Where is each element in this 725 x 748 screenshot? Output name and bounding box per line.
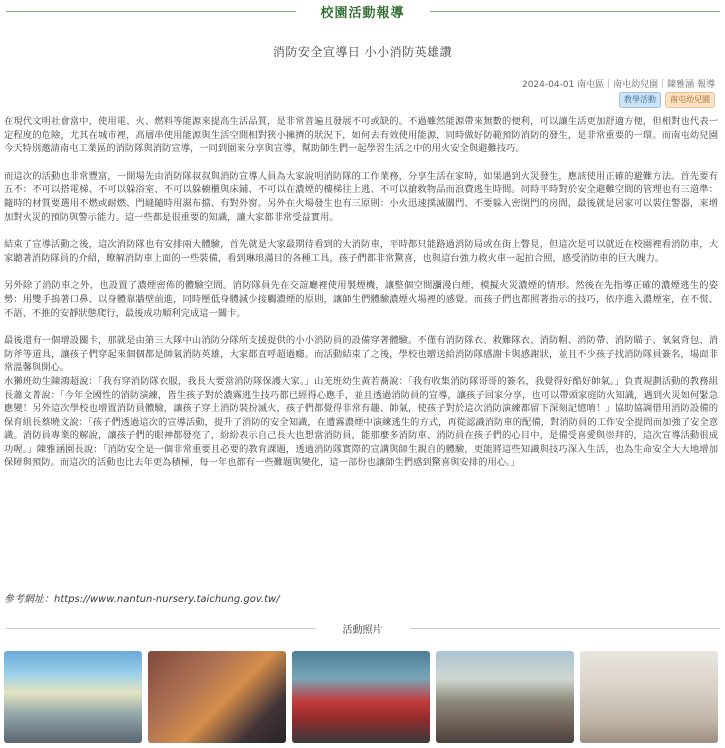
tag-badge[interactable]: 南屯幼兒園 bbox=[665, 92, 715, 108]
tag-badge[interactable]: 教學活動 bbox=[619, 92, 661, 108]
article-meta: 2024-04-01 南屯區｜南屯幼兒園｜陳雅涵 報導 bbox=[521, 80, 715, 90]
tag-list bbox=[619, 92, 715, 108]
photo-gallery bbox=[4, 651, 718, 743]
photos-header bbox=[0, 620, 725, 638]
article-paragraph: 而這次的活動也非常豐富，一開場先由消防隊叔叔與消防宣導人員為大家說明消防隊的工作業務，分享生活在家時，如果遇到火災發生，應該使用正確的避難方法。首先要有五不：不可以搭電梯、不可以躲浴室、不可以躲櫥櫃與床鋪、不可以在濃煙的樓梯往上逃、不可以搶救物品而浪費逃生時間。同時平時對於安全避難空間的管理也有三道準：隨時的材質要選用不燃或耐燃、門縫隨時用濕布擋、有對外窗。另外在火場發生也有三原則：小火迅速撲滅關門、不要躲入密閉門的房間，最後就是居家可以裝住警器，來增加對火災的預防與警示能力。這一些都是很重要的知識，讓大家都非常受益實用。 bbox=[4, 170, 718, 223]
gallery-photo[interactable] bbox=[292, 651, 430, 743]
reference-label: 參考網址： bbox=[4, 594, 54, 605]
gallery-photo[interactable] bbox=[436, 651, 574, 743]
reference bbox=[4, 590, 280, 605]
article-title: 消防安全宣導日 小小消防英雄讚 bbox=[272, 45, 453, 59]
article-paragraph: 在現代文明社會當中，使用電、火、燃料等能源來提高生活品質，是非常普遍且發展不可或缺的。不過雖然能源帶來無數的便利，可以讓生活更加舒適方便，但相對也代表一定程度的危險，尤其在城市裡，高層串使用能源與生活空間相對狹小擁擠的狀況下，如何去有效使用能源，同時做好防範預防消防的發生，是非常重要的一環。而南屯幼兒園今天特別邀請南屯工業區的消防隊與消防宣導，一同到園來分享與宣導，幫助師生們一起學習生活之中的用火安全與避難技巧。 bbox=[4, 116, 718, 155]
photos-heading: 活動照片 bbox=[342, 625, 383, 636]
gallery-photo[interactable] bbox=[148, 651, 286, 743]
article-paragraph: 最後還有一個增設關卡，那就是由第三大隊中山消防分隊所支援提供的小小消防員的設備穿著體驗。不僅有消防隊衣、救難隊衣、消防帽、消防帶、消防瞄子、氧氣背包、消防斧等道具，讓孩子們穿起來個個都是帥氣消防英雄，大家都直呼超過癮。而活動結束了之後，學校也贈送給消防隊感謝卡與感謝狀，並且不少孩子找消防隊員簽名，場面非常溫馨與開心。 水獺班幼生陳鴻超說：「我有穿消防隊衣服，我長大要當消防隊保護大家。」山羌班幼生黃若蕎說：「我有收集消防隊哥哥的簽名，我覺得好酷好帥氣。」負責規劃活動的教務組長蕭文菁說：「今年全國性的消防演練，皆生孩子對於濃霧逃生技巧都已經得心應手，並且透過消防員的宣導，讓孩子回家分享，也可以帶頭家庭防火知識，遇到火災如何緊急應變！另外這次學校也增置消防員體驗，讓孩子穿上消防裝扮滅火，孩子們都覺得非常有趣、帥氣，使孩子對於這次消防演練都留下深刻記憶唷！」協助協調借用消防設備的保育組長蔡曉文說：「孩子們透過這次的宣導活動，提升了消防的安全知識，在遭霧濃煙中演練逃生的方式，再從認識消防車的配備，對消防員的工作安全提問而加強了安全意識。消防員專業的解說，讓孩子們的眼神都發亮了，紛紛表示自己長大也想當消防員，能那麼多消防車、消防員在孩子們的心目中，是備受喜愛與崇拜的，這次宣導活動很成功喔。」陳雅涵園長說：「消防安全是一個非常重要且必要的教育課題，透過消防隊實際的宣講與師生親自的體驗，更能將這些知識與技巧深入生活，也為生命安全大大地增加保障與預防。而這次的活動也比去年更為積極，每一年也都有一些難題與變化，這一部份也讓師生們感到驚喜與安排的用心。」 bbox=[4, 335, 718, 469]
section-banner bbox=[0, 0, 725, 22]
reference-link[interactable]: https://www.nantun-nursery.taichung.gov.tw/ bbox=[54, 594, 280, 605]
banner-title: 校園活動報導 bbox=[320, 6, 405, 21]
article-body bbox=[4, 115, 718, 484]
gallery-photo[interactable] bbox=[580, 651, 718, 743]
gallery-photo[interactable] bbox=[4, 651, 142, 743]
article-paragraph: 另外除了消防車之外，也設置了濃煙密佈的體驗空間。消防隊員先在交誼廳裡使用製煙機，讓整個空間瀰漫白煙，模擬火災濃煙的情形。然後在先指導正確的濃煙逃生的姿勢：用雙手摀著口鼻、以身體靠牆壁前進，同時壓低身體減少接觸濃煙的原則，讓師生們體驗濃煙火場裡的感覺。而孩子們也都照著指示的技巧，依序進入濃煙室，在不慌、不語、不推的安靜狀態爬行，最後成功順利完成這一關卡。 bbox=[4, 280, 718, 319]
article-paragraph: 結束了宣導活動之後，這次消防隊也有安排兩大體驗，首先就是大家最期待看到的大消防車，平時都只能路過消防局或在街上瞥見，但這次是可以就近在校園裡看消防車，大家聽著消防隊員的介紹，瞭解消防車上面的一些裝備，看到琳琅滿目的各種工具，孩子們都非常驚喜，也與這台強力救火車一起拍合照，感受消防車的巨大魄力。 bbox=[4, 239, 718, 264]
